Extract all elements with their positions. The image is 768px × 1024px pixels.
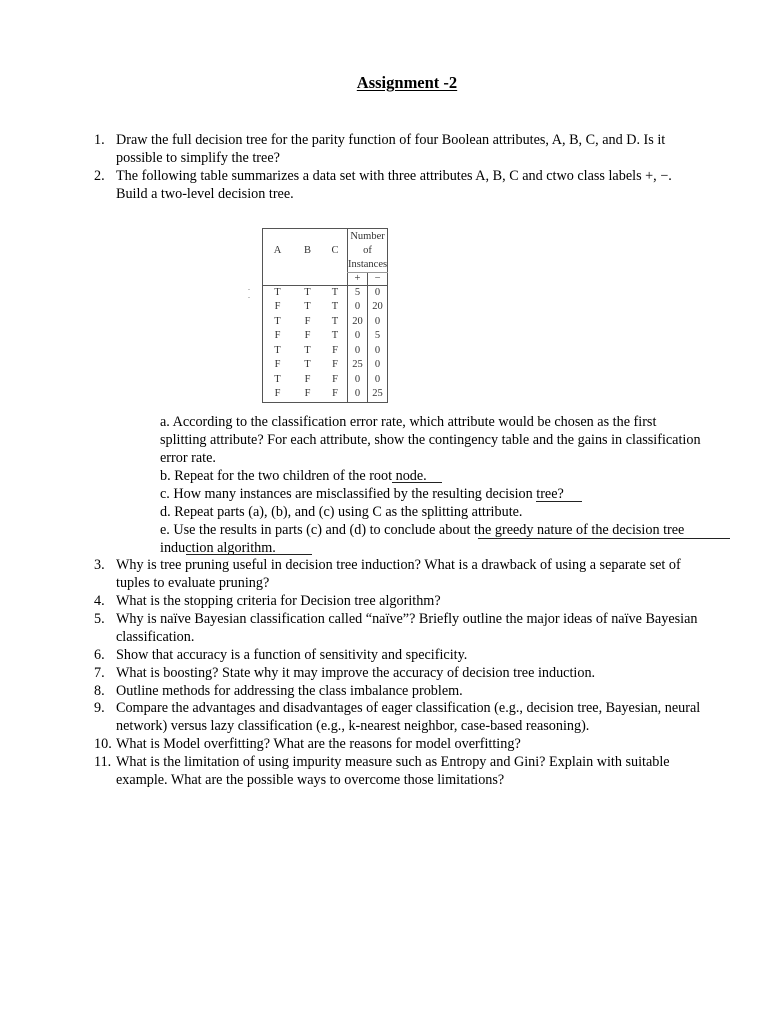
annotation-underline	[186, 554, 312, 555]
question-number: 5.	[94, 611, 105, 627]
table-cell: 25	[368, 387, 388, 402]
question-text: Draw the full decision tree for the parity function of four Boolean attributes, A, B, C, and D. Is it possible to simplify the tree?	[116, 132, 666, 166]
question-number: 4.	[94, 593, 105, 609]
table-cell: F	[274, 301, 281, 312]
table-cell: 20	[368, 300, 388, 315]
question-text: What is boosting? State why it may improve the accuracy of decision tree induction.	[116, 665, 596, 681]
table-cell: 0	[368, 358, 388, 373]
page-title: Assignment -2	[356, 73, 458, 92]
question-9	[94, 699, 704, 735]
question-4	[94, 592, 704, 610]
question-number: 10.	[94, 736, 112, 752]
table-cell: 0	[368, 344, 388, 359]
question-number: 3.	[94, 557, 105, 573]
header-plus: +	[348, 272, 368, 285]
subpart-d: d. Repeat parts (a), (b), and (c) using C as the splitting attribute.	[160, 504, 523, 520]
table-cell: F	[304, 330, 311, 341]
question-5	[94, 610, 704, 646]
question-number: 6.	[94, 647, 105, 663]
table-cell: F	[274, 388, 281, 399]
question-text: Why is tree pruning useful in decision tree induction? What is a drawback of using a separate set of tuples to evaluate pruning?	[116, 557, 681, 591]
question-2	[94, 167, 704, 203]
question-text: Outline methods for addressing the class imbalance problem.	[116, 683, 463, 699]
table-cell: F	[332, 373, 338, 385]
header-instances-line2: Instances	[348, 259, 388, 270]
table-row	[263, 315, 388, 330]
question-text: Show that accuracy is a function of sensitivity and specificity.	[116, 647, 468, 663]
table-cell: T	[274, 373, 281, 385]
stray-marks: . .	[248, 283, 250, 300]
question-1	[94, 131, 704, 167]
table-cell: F	[274, 330, 281, 341]
table-cell: F	[304, 315, 311, 327]
question-10	[94, 735, 704, 753]
table-body	[263, 285, 388, 402]
question-text: What is the limitation of using impurity measure such as Entropy and Gini? Explain with suitable example. What are the possible ways to overcome those limitations?	[116, 754, 670, 788]
table-cell: T	[304, 301, 311, 312]
table-cell: F	[332, 388, 338, 399]
table-cell: 0	[348, 329, 368, 344]
question-6	[94, 646, 704, 664]
table-cell: T	[323, 285, 348, 300]
annotation-underline	[478, 538, 730, 539]
table-cell: T	[263, 285, 293, 300]
question-number: 7.	[94, 665, 105, 681]
question-number: 9.	[94, 700, 105, 716]
table-cell: F	[332, 359, 338, 370]
question-text: Why is naïve Bayesian classification called “naïve”? Briefly outline the major ideas of naïve Bayesian classification.	[116, 611, 698, 645]
table-cell: 0	[348, 387, 368, 402]
table-cell: T	[274, 344, 281, 356]
table-row	[263, 344, 388, 359]
table-row	[263, 358, 388, 373]
table-cell: T	[292, 285, 323, 300]
table-row	[263, 373, 388, 388]
table-cell: T	[304, 344, 311, 356]
subpart-b: b. Repeat for the two children of the root node.	[160, 468, 427, 484]
header-b: B	[303, 244, 311, 256]
question-number: 8.	[94, 683, 105, 699]
table-cell: T	[274, 315, 281, 327]
table-row	[263, 285, 388, 300]
question-3	[94, 556, 704, 592]
question-text: The following table summarizes a data set with three attributes A, B, C and ctwo class labels +, −. Build a two-level decision tree.	[116, 168, 672, 202]
table-row	[263, 300, 388, 315]
table-cell: 25	[348, 358, 368, 373]
question-11	[94, 753, 704, 789]
annotation-underline	[392, 482, 442, 483]
table-cell: 0	[348, 300, 368, 315]
header-instances	[348, 229, 388, 273]
question-number: 11.	[94, 754, 112, 770]
question-7	[94, 664, 704, 682]
header-minus: −	[368, 272, 388, 285]
header-c: C	[331, 244, 339, 256]
question-text: What is the stopping criteria for Decision tree algorithm?	[116, 593, 441, 609]
table-cell: F	[332, 344, 338, 356]
dataset-table	[262, 228, 388, 403]
header-a: A	[273, 244, 282, 256]
table-cell: 20	[348, 315, 368, 330]
subpart-c: c. How many instances are misclassified by the resulting decision tree?	[160, 486, 564, 502]
table-cell: F	[304, 373, 311, 385]
question-8	[94, 682, 704, 700]
table-cell: 5	[348, 285, 368, 300]
question-number: 1.	[94, 132, 105, 148]
table-cell: 5	[368, 329, 388, 344]
question-number: 2.	[94, 168, 105, 184]
table-cell: F	[274, 359, 281, 370]
table-cell: 0	[368, 315, 388, 330]
table-cell: T	[331, 301, 339, 312]
table-cell: T	[331, 330, 339, 341]
table-row	[263, 329, 388, 344]
question-text: Compare the advantages and disadvantages of eager classification (e.g., decision tree, Bayesian, neural network) versus lazy classification (e.g., k-nearest neighbor, case-based reasoning).	[116, 700, 701, 734]
table-cell: 0	[348, 344, 368, 359]
table-cell: 0	[368, 285, 388, 300]
question-text: What is Model overfitting? What are the reasons for model overfitting?	[116, 736, 521, 752]
table-cell: F	[304, 388, 311, 399]
annotation-underline	[536, 501, 582, 502]
subpart-a: a. According to the classification error rate, which attribute would be chosen as the first splitting attribute? For each attribute, show the contingency table and the gains in classification error rate.	[160, 414, 701, 466]
table-cell: T	[304, 359, 311, 370]
table-cell: 0	[348, 373, 368, 388]
table-cell: T	[331, 315, 339, 327]
header-instances-line1: Number of	[350, 231, 385, 256]
subpart-e: e. Use the results in parts (c) and (d) to conclude about the greedy nature of the decision tree induction algorithm.	[160, 522, 685, 556]
table-cell: 0	[368, 373, 388, 388]
table-row	[263, 387, 388, 402]
